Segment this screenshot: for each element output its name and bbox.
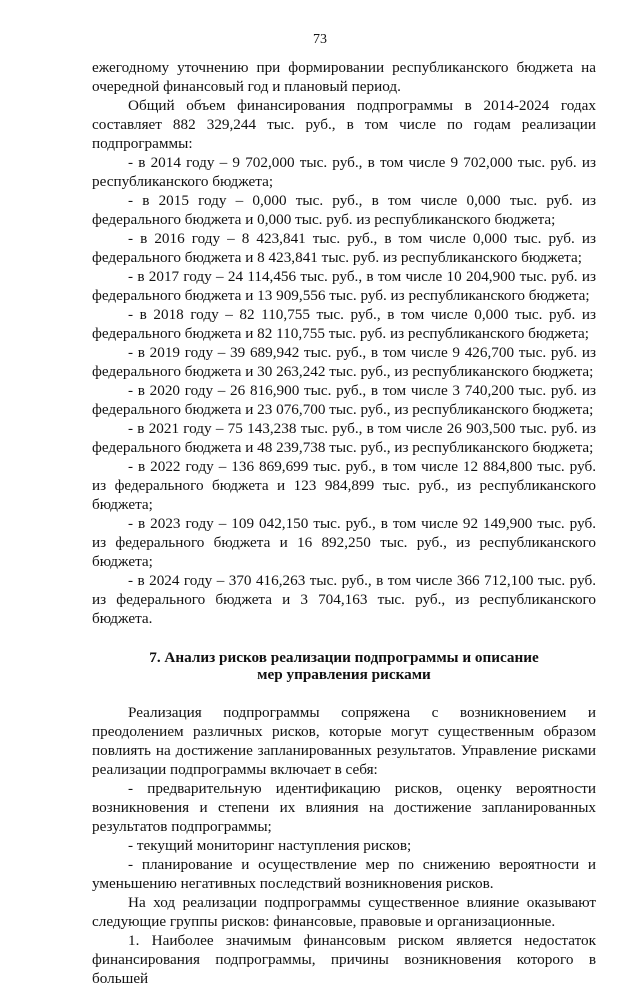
paragraph-total-financing: Общий объем финансирования подпрограммы в 2014-2024 годах составляет 882 329,244 тыс. руб., в том числе по годам реализации подпрограммы: — [92, 97, 596, 152]
paragraph-risk-groups: На ход реализации подпрограммы существенное влияние оказывают следующие группы рисков: финансовые, правовые и организационные. — [92, 894, 596, 930]
list-item-risk-monitoring: - текущий мониторинг наступления рисков; — [128, 837, 412, 854]
financing-year-2022: - в 2022 году – 136 869,699 тыс. руб., в том числе 12 884,800 тыс. руб. из федерального бюджета и 123 984,899 тыс. руб., из республиканского бюджета; — [92, 458, 596, 513]
financing-year-2014: - в 2014 году – 9 702,000 тыс. руб., в том числе 9 702,000 тыс. руб. из республиканского бюджета; — [92, 154, 596, 190]
financing-year-2023: - в 2023 году – 109 042,150 тыс. руб., в том числе 92 149,900 тыс. руб. из федерального бюджета и 16 892,250 тыс. руб., из республиканского бюджета; — [92, 515, 596, 570]
financing-year-2021: - в 2021 году – 75 143,238 тыс. руб., в том числе 26 903,500 тыс. руб. из федерального бюджета и 48 239,738 тыс. руб., из республиканского бюджета; — [92, 420, 596, 456]
section-heading-line-2: мер управления рисками — [257, 666, 431, 683]
section-heading — [92, 649, 596, 683]
financing-year-2019: - в 2019 году – 39 689,942 тыс. руб., в том числе 9 426,700 тыс. руб. из федерального бюджета и 30 263,242 тыс. руб., из республиканского бюджета; — [92, 344, 596, 380]
document-body — [92, 58, 596, 988]
list-item-risk-mitigation: - планирование и осуществление мер по снижению вероятности и уменьшению негативных последствий возникновения рисков. — [92, 856, 596, 892]
financing-year-2015: - в 2015 году – 0,000 тыс. руб., в том числе 0,000 тыс. руб. из федерального бюджета и 0,000 тыс. руб. из республиканского бюджета; — [92, 192, 596, 228]
paragraph-financial-risk: 1. Наиболее значимым финансовым риском является недостаток финансирования подпрограммы, причины возникновения которого в большей — [92, 932, 596, 987]
page-number: 73 — [313, 32, 327, 47]
financing-year-2024: - в 2024 году – 370 416,263 тыс. руб., в том числе 366 712,100 тыс. руб. из федерального бюджета и 3 704,163 тыс. руб., из республиканского бюджета. — [92, 572, 596, 627]
financing-year-2017: - в 2017 году – 24 114,456 тыс. руб., в том числе 10 204,900 тыс. руб. из федерального бюджета и 13 909,556 тыс. руб. из республиканского бюджета; — [92, 268, 596, 304]
paragraph-risk-intro: Реализация подпрограммы сопряжена с возникновением и преодолением различных рисков, которые могут существенным образом повлиять на достижение запланированных результатов. Управление рисками реализации подпрограммы включает в себя: — [92, 704, 596, 778]
financing-year-2018: - в 2018 году – 82 110,755 тыс. руб., в том числе 0,000 тыс. руб. из федерального бюджета и 82 110,755 тыс. руб. из республиканского бюджета; — [92, 306, 596, 342]
list-item-risk-identification: - предварительную идентификацию рисков, оценку вероятности возникновения и степени их влияния на достижение запланированных результатов подпрограммы; — [92, 780, 596, 835]
section-heading-line-1: 7. Анализ рисков реализации подпрограммы и описание — [149, 649, 539, 666]
financing-year-2020: - в 2020 году – 26 816,900 тыс. руб., в том числе 3 740,200 тыс. руб. из федерального бюджета и 23 076,700 тыс. руб., из республиканского бюджета; — [92, 382, 596, 418]
financing-year-2016: - в 2016 году – 8 423,841 тыс. руб., в том числе 0,000 тыс. руб. из федерального бюджета и 8 423,841 тыс. руб. из республиканского бюджета; — [92, 230, 596, 266]
paragraph-continuation: ежегодному уточнению при формировании республиканского бюджета на очередной финансовый год и плановый период. — [92, 59, 596, 95]
